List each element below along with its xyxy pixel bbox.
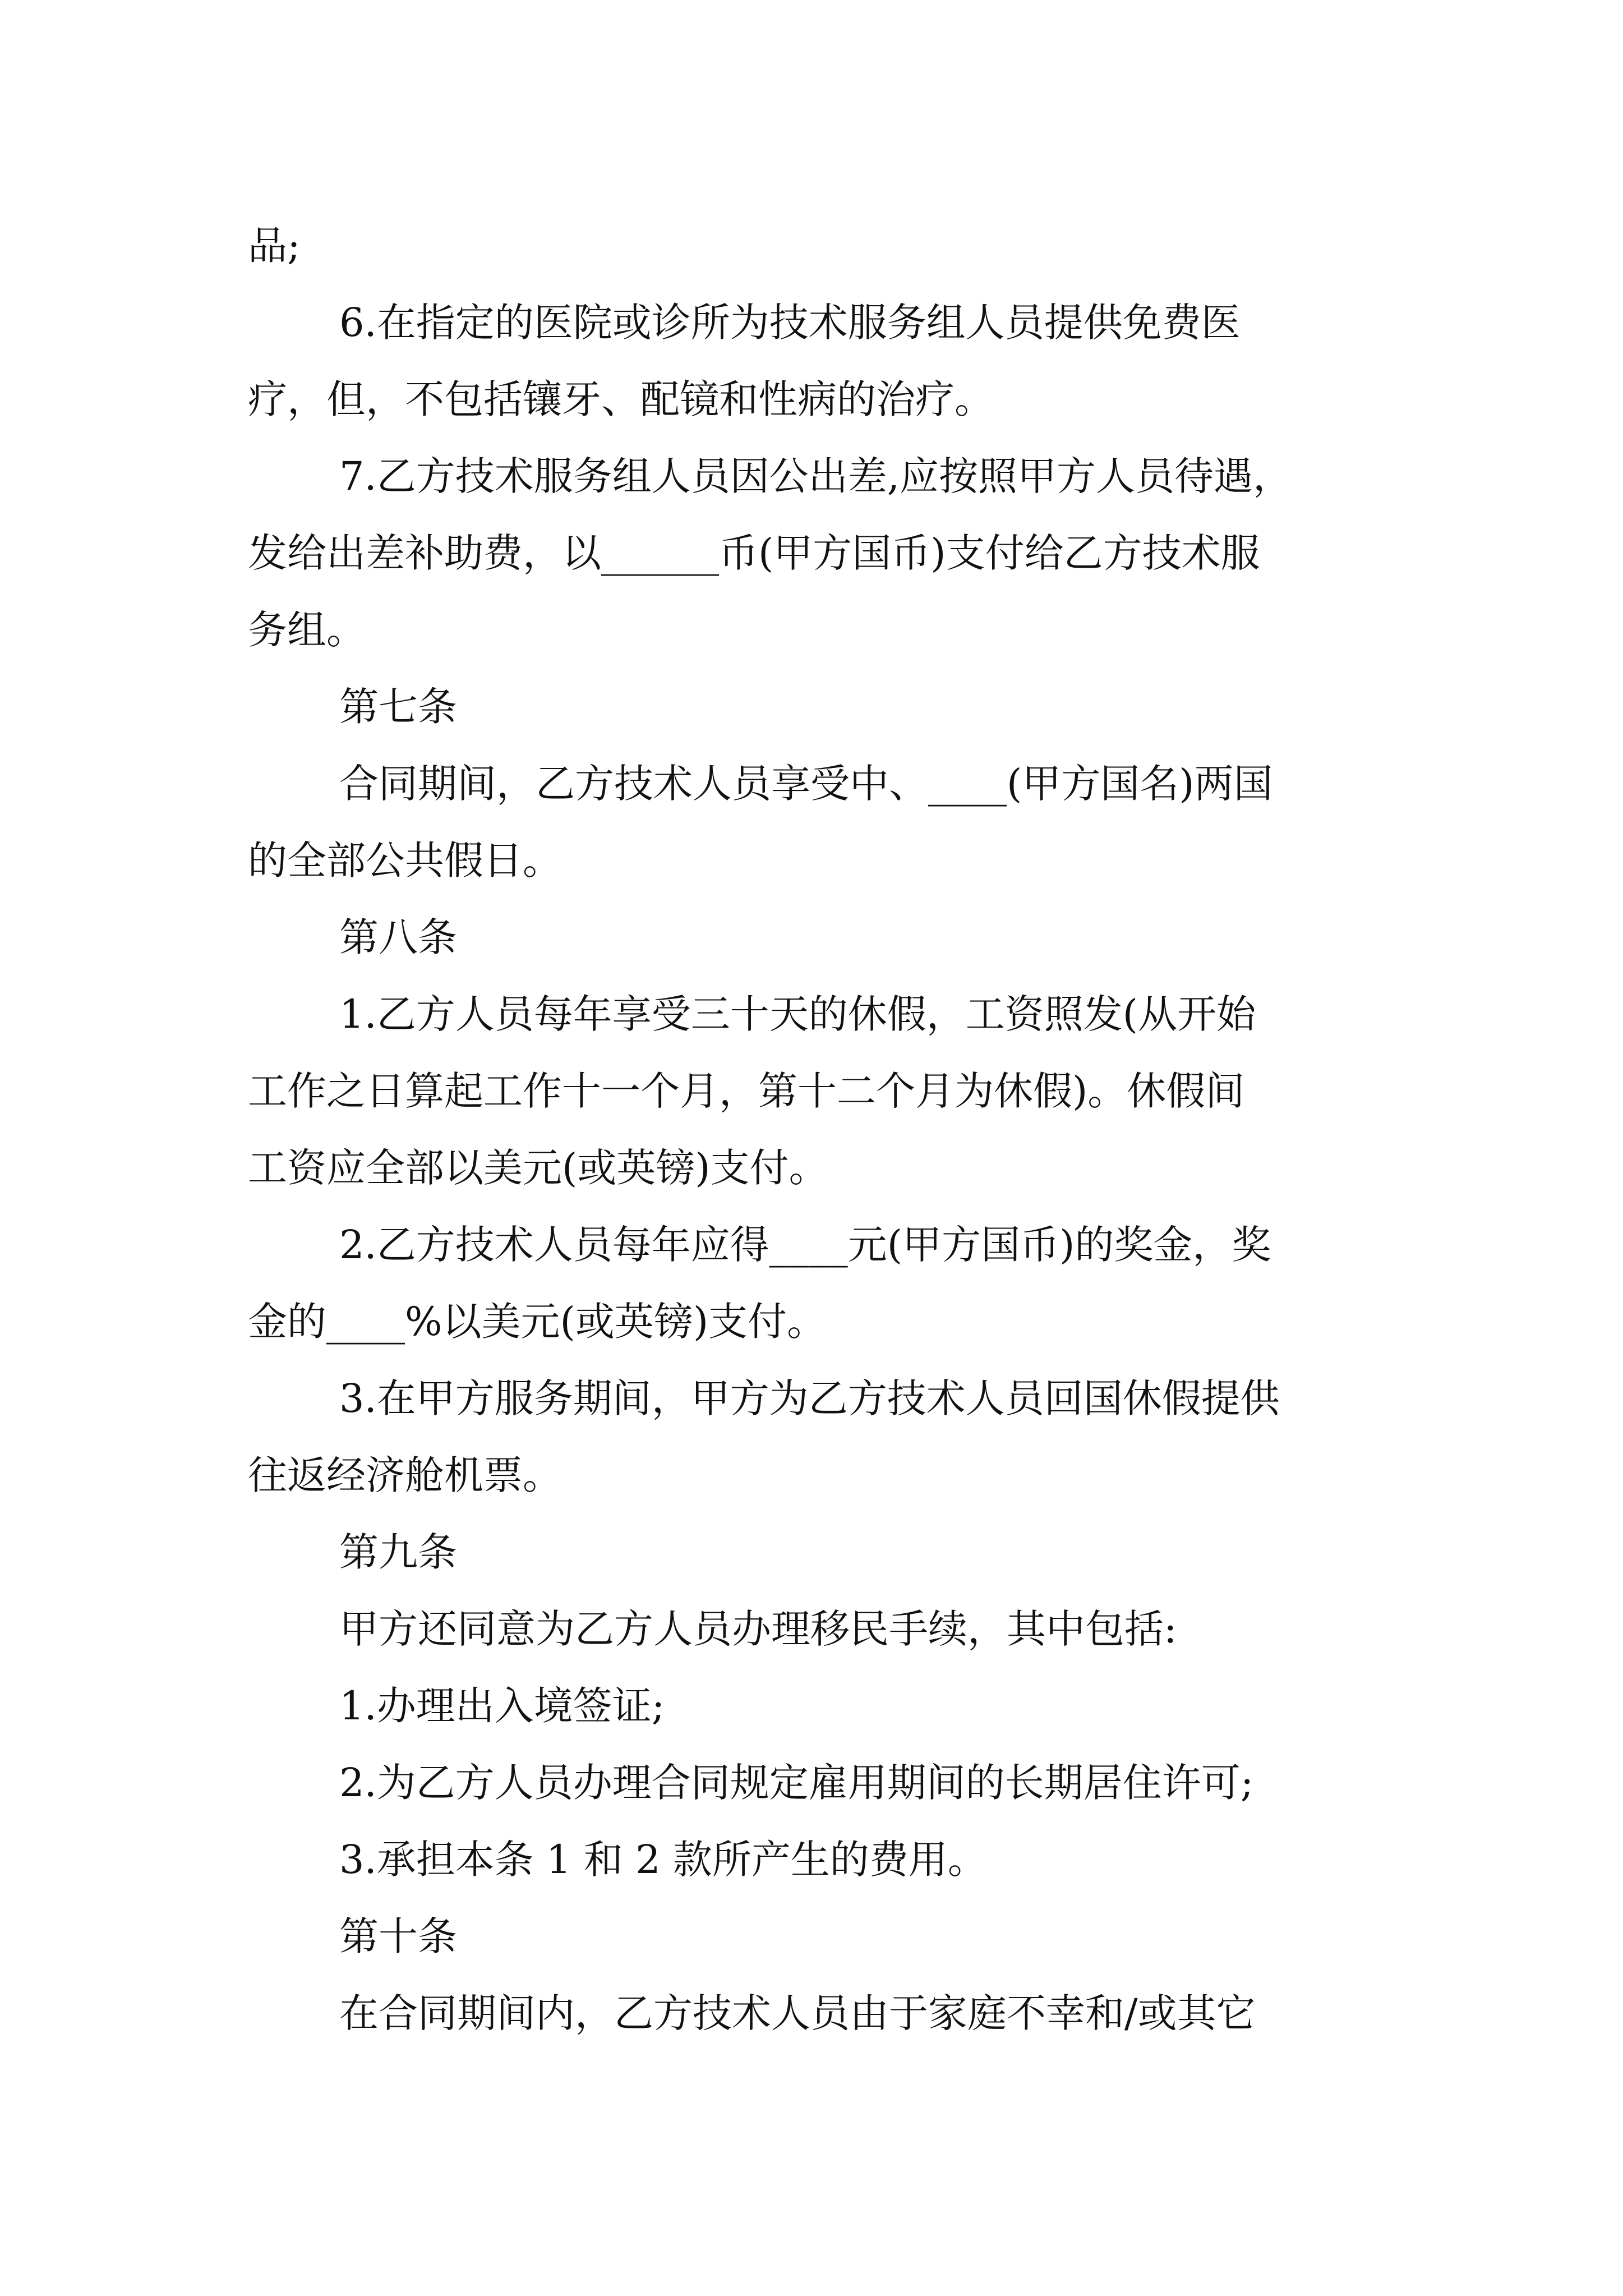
article-heading: 第十条 bbox=[339, 1913, 457, 1959]
text-line: 金的____%以美元(或英镑)支付。 bbox=[248, 1299, 827, 1345]
text-line: 工作之日算起工作十一个月，第十二个月为休假)。休假间 bbox=[248, 1068, 1245, 1114]
text-line: 的全部公共假日。 bbox=[248, 838, 562, 884]
article-heading: 第九条 bbox=[339, 1529, 457, 1575]
article-heading: 第八条 bbox=[339, 914, 457, 960]
text-line: 在合同期间内，乙方技术人员由于家庭不幸和/或其它 bbox=[339, 1990, 1256, 2036]
text-line: 合同期间，乙方技术人员享受中、____(甲方国名)两国 bbox=[339, 761, 1273, 807]
text-line: 甲方还同意为乙方人员办理移民手续，其中包括: bbox=[339, 1606, 1177, 1652]
text-line: 往返经济舱机票。 bbox=[248, 1452, 562, 1498]
text-line: 工资应全部以美元(或英镑)支付。 bbox=[248, 1145, 828, 1191]
text-line: 3.在甲方服务期间，甲方为乙方技术人员回国休假提供 bbox=[339, 1375, 1280, 1421]
text-line: 疗，但，不包括镶牙、配镜和性病的治疗。 bbox=[248, 376, 994, 422]
text-line: 务组。 bbox=[248, 607, 366, 653]
text-line: 2.为乙方人员办理合同规定雇用期间的长期居住许可; bbox=[339, 1760, 1254, 1806]
text-line: 2.乙方技术人员每年应得____元(甲方国币)的奖金，奖 bbox=[339, 1222, 1271, 1268]
text-line: 1.乙方人员每年享受三十天的休假，工资照发(从开始 bbox=[339, 991, 1256, 1037]
document-body bbox=[248, 208, 1392, 2052]
text-line: 6.在指定的医院或诊所为技术服务组人员提供免费医 bbox=[339, 300, 1241, 346]
text-line: 发给出差补助费，以______币(甲方国币)支付给乙方技术服 bbox=[248, 530, 1260, 576]
article-heading: 第七条 bbox=[339, 684, 457, 730]
text-line: 7.乙方技术服务组人员因公出差,应按照甲方人员待遇， bbox=[339, 453, 1293, 499]
text-line: 品; bbox=[248, 223, 301, 269]
text-line: 1.办理出入境签证; bbox=[339, 1683, 665, 1729]
text-line: 3.承担本条 1 和 2 款所产生的费用。 bbox=[339, 1837, 987, 1883]
